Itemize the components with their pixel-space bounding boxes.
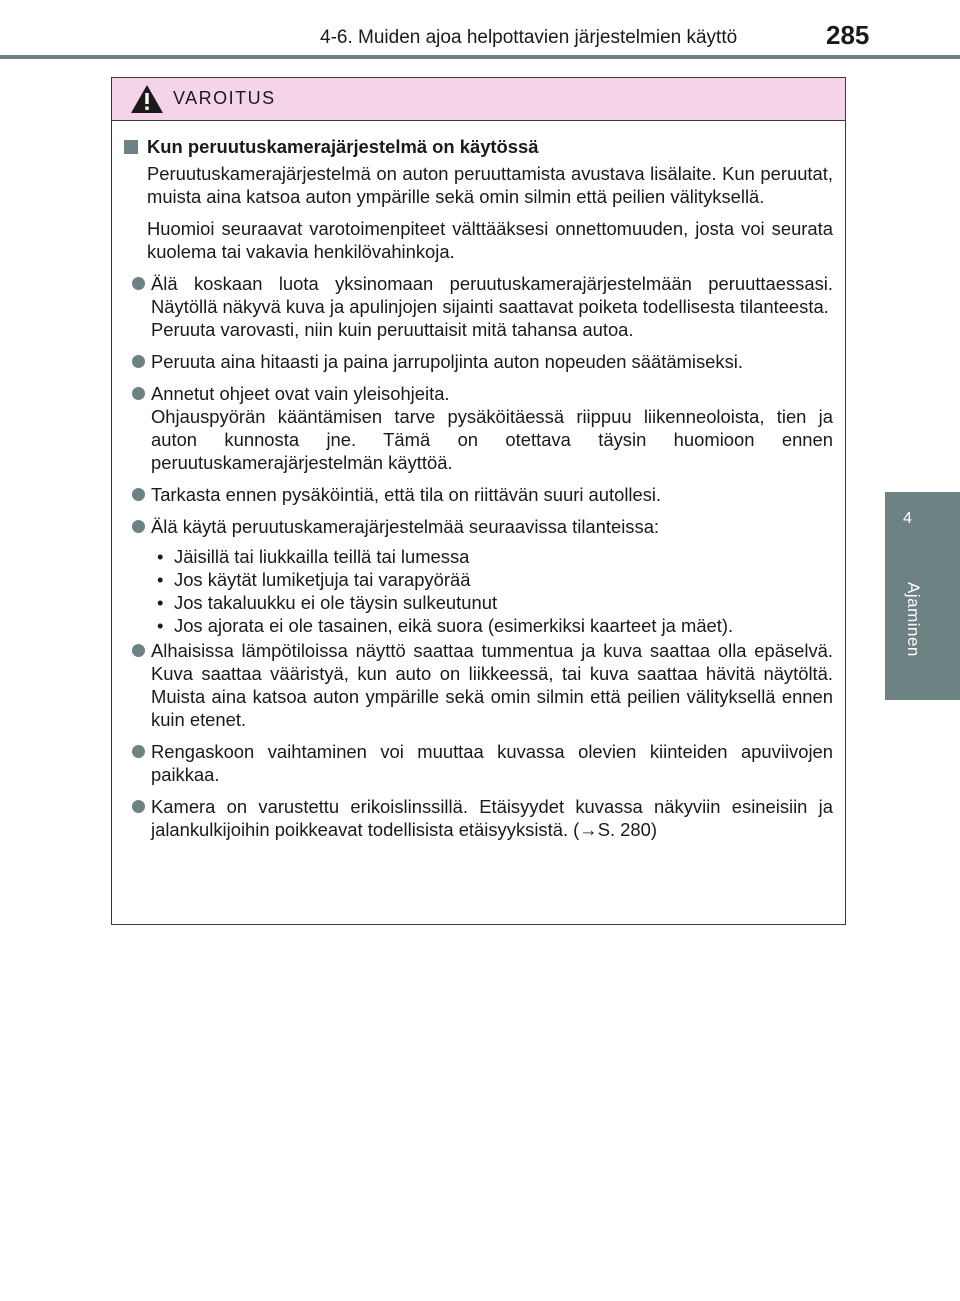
bullet-text: Älä käytä peruutuskamerajärjestelmää seuraavissa tilanteissa:: [151, 516, 660, 537]
sub-list: [157, 545, 833, 637]
bullet-text: Tarkasta ennen pysäköintiä, että tila on riittävän suuri autollesi.: [151, 484, 662, 505]
bullet-item: [124, 382, 833, 474]
page-number: 285: [826, 20, 870, 50]
section-title-text: Kun peruutuskamerajärjestelmä on käytössä: [147, 136, 539, 157]
circle-bullet-icon: [132, 387, 145, 400]
sub-list-item: • Jäisillä tai liukkailla teillä tai lumessa: [157, 546, 470, 567]
circle-bullet-icon: [132, 277, 145, 290]
circle-bullet-icon: [132, 488, 145, 501]
bullet-item: [124, 272, 833, 341]
page-reference-link[interactable]: S. 280: [597, 819, 651, 840]
warning-label: VAROITUS: [173, 88, 276, 108]
circle-bullet-icon: [132, 745, 145, 758]
bullet-item: [124, 639, 833, 731]
bullet-item: [124, 740, 833, 786]
circle-bullet-icon: [132, 520, 145, 533]
bullet-extra: Ohjauspyörän kääntämisen tarve pysäköitäessä riippuu liikenneoloista, tien ja auton kunnosta jne. Tämä on otettava täysin huomioon ennen peruutuskamerajärjestelmän käyttöä.: [151, 406, 833, 473]
intro-paragraph: Peruutuskamerajärjestelmä on auton peruuttamista avustava lisälaite. Kun peruutat, muista aina katsoa auton ympärille sekä omin silmin että peilien välityksellä.: [147, 163, 833, 207]
intro-paragraph: Huomioi seuraavat varotoimenpiteet välttääksesi onnettomuuden, josta voi seurata kuolema tai vakavia henkilövahinkoja.: [147, 218, 833, 262]
bullet-item: [124, 515, 833, 538]
sub-list-item: • Jos käytät lumiketjuja tai varapyörää: [157, 569, 471, 590]
chapter-number: 4: [903, 510, 912, 527]
section-title: [124, 135, 833, 158]
warning-box: [111, 77, 846, 925]
warning-triangle-icon: [130, 84, 164, 114]
chapter-label: Ajaminen: [904, 582, 923, 657]
sub-list-item: • Jos takaluukku ei ole täysin sulkeutunut: [157, 592, 498, 613]
running-header: 4-6. Muiden ajoa helpottavien järjestelmien käyttö: [320, 27, 738, 48]
bullet-text: Annetut ohjeet ovat vain yleisohjeita.: [151, 383, 450, 404]
circle-bullet-icon: [132, 644, 145, 657]
warning-body: [112, 121, 845, 841]
bullet-text: Älä koskaan luota yksinomaan peruutuskamerajärjestelmään peruuttaessasi. Näytöllä näkyvä kuva ja apulinjojen sijainti saattavat poiketa todellisesta tilanteesta.: [151, 273, 833, 317]
arrow-right-icon: →: [579, 819, 598, 840]
bullet-text: Alhaisissa lämpötiloissa näyttö saattaa tummentua ja kuva saattaa olla epäselvä. Kuva saattaa vääristyä, kun auto on liikkeessä, tai kuva saattaa hävitä näytöltä. Muista aina katsoa auton ympärille sekä omin silmin että peilien välityksellä ennen kuin etenet.: [151, 640, 833, 730]
bullet-item: [124, 483, 833, 506]
circle-bullet-icon: [132, 800, 145, 813]
bullet-text: Peruuta aina hitaasti ja paina jarrupoljinta auton nopeuden säätämiseksi.: [151, 351, 743, 372]
sub-list-item: • Jos ajorata ei ole tasainen, eikä suora (esimerkiksi kaarteet ja mäet).: [157, 615, 734, 636]
bullet-text: Rengaskoon vaihtaminen voi muuttaa kuvassa olevien kiinteiden apuviivojen paikkaa.: [151, 741, 833, 785]
bullet-text-with-reference: Kamera on varustettu erikoislinssillä. Etäisyydet kuvassa näkyviin esineisiin ja jalankulkijoihin poikkeavat todellisista etäisyyksistä. (→S. 280): [151, 796, 833, 840]
header-divider: [0, 55, 960, 59]
circle-bullet-icon: [132, 355, 145, 368]
bullet-item: [124, 795, 833, 841]
warning-header: [112, 78, 845, 121]
square-bullet-icon: [124, 140, 138, 154]
chapter-tab[interactable]: [885, 492, 960, 700]
bullet-extra: Peruuta varovasti, niin kuin peruuttaisit mitä tahansa autoa.: [151, 319, 634, 340]
bullet-item: [124, 350, 833, 373]
